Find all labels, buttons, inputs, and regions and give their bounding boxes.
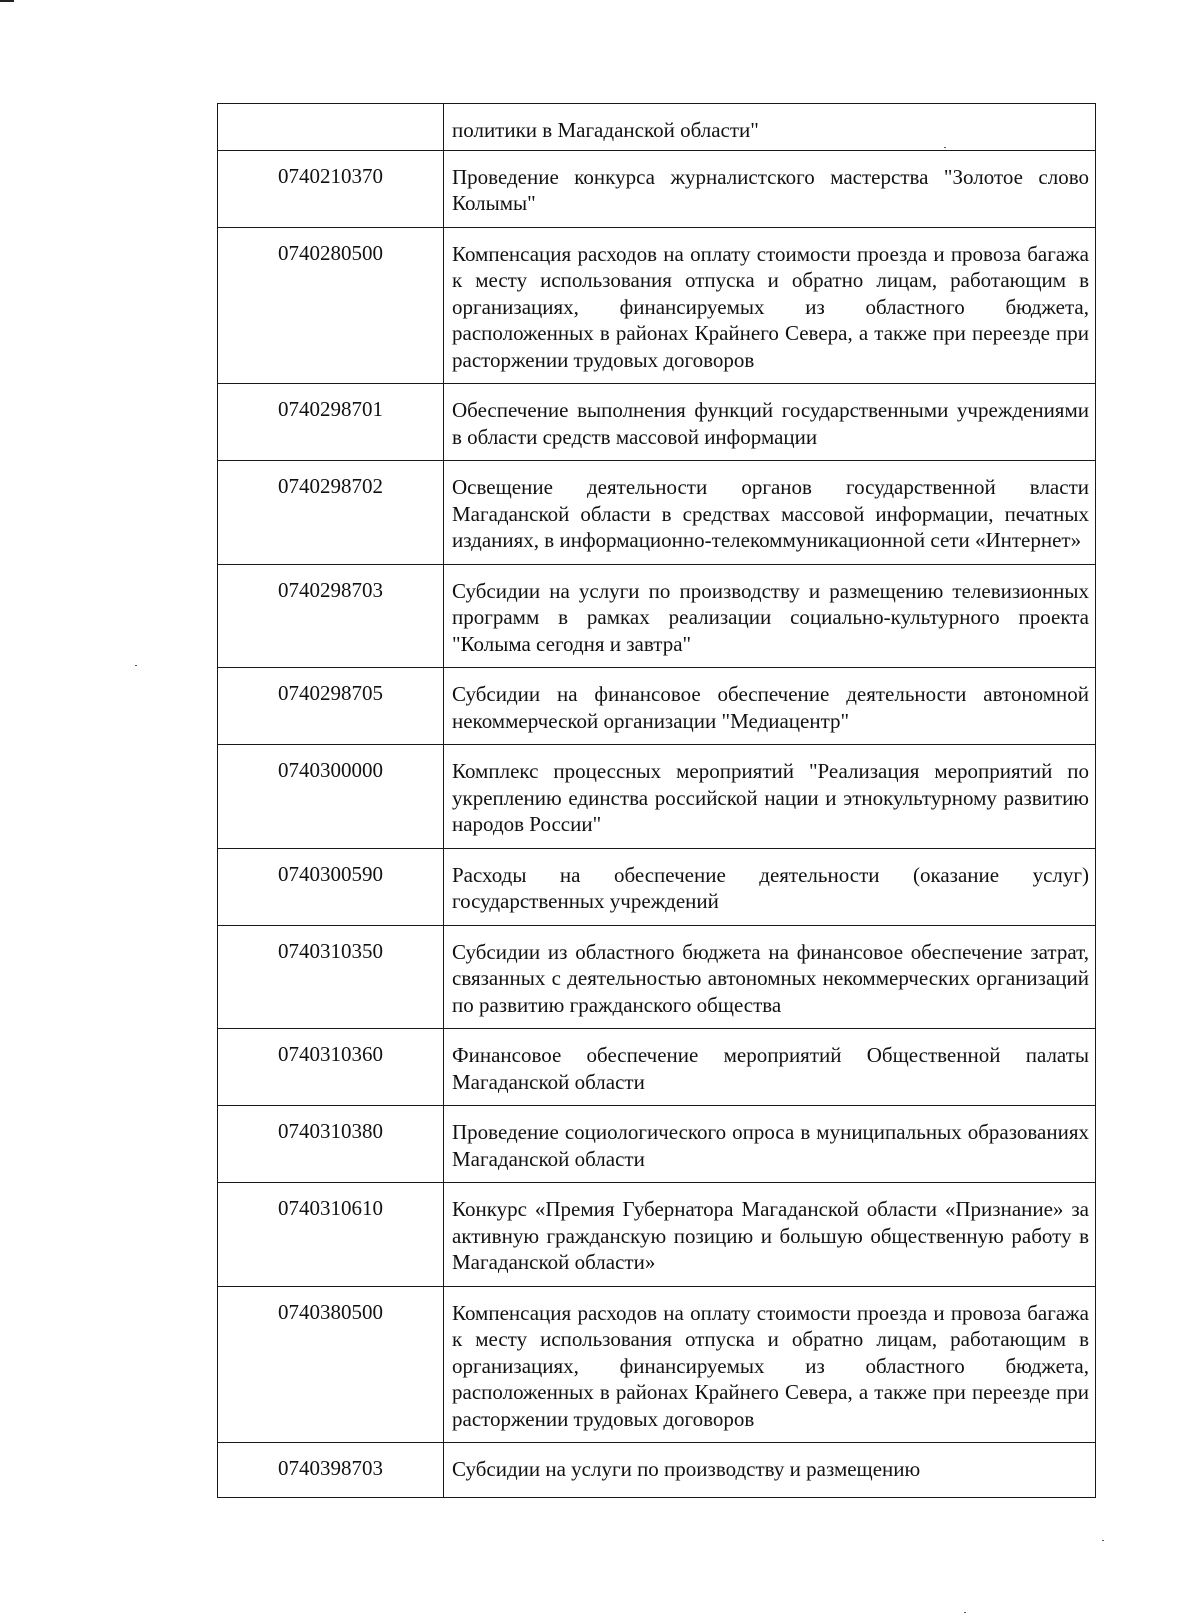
table-row [218,848,1096,925]
table-row [218,461,1096,565]
code-cell: 0740300590 [218,848,444,925]
description-text: Проведение конкурса журналистского мастерства "Золотое слово Колымы" [452,164,1089,215]
description-text: Обеспечение выполнения функций государственными учреждениями в области средств массовой информации [452,398,1089,449]
description-text: Компенсация расходов на оплату стоимости проезда и провоза багажа к месту использования отпуска и обратно лицам, работающим в организациях, финансируемых из областного бюджета, расположенных в районах Крайнего Севера, а также при переезде при расторжении трудовых договоров [452,1300,1089,1431]
description-text: Расходы на обеспечение деятельности (оказание услуг) государственных учреждений [452,862,1089,913]
code-cell: 0740210370 [218,150,444,227]
description-text: Комплекс процессных мероприятий "Реализация мероприятий по укреплению единства российской нации и этнокультурному развитию народов России" [452,759,1089,836]
table-row [218,384,1096,461]
scan-speck [1102,1540,1104,1541]
description-text: Компенсация расходов на оплату стоимости проезда и провоза багажа к месту использования отпуска и обратно лицам, работающим в организациях, финансируемых из областного бюджета, расположенных в районах Крайнего Севера, а также при переезде при расторжении трудовых договоров [452,241,1089,372]
description-text: Освещение деятельности органов государственной власти Магаданской области в средствах массовой информации, печатных изданиях, в информационно-телекоммуникационной сети «Интернет» [452,475,1089,552]
description-cell [444,1183,1096,1287]
code-cell: 0740298703 [218,564,444,668]
code-cell: 0740310360 [218,1029,444,1106]
table-row [218,150,1096,227]
description-text: Субсидии на финансовое обеспечение деятельности автономной некоммерческой организации "Медиацентр" [452,682,1089,733]
table-row [218,925,1096,1029]
description-cell [444,150,1096,227]
code-cell: 0740298705 [218,668,444,745]
scan-speck [964,1612,966,1613]
table-row [218,745,1096,849]
description-cell [444,668,1096,745]
table-row [218,1443,1096,1498]
code-cell: 0740298701 [218,384,444,461]
description-text: Конкурс «Премия Губернатора Магаданской области «Признание» за активную гражданскую позицию и большую общественную работу в Магаданской области» [452,1197,1089,1274]
budget-code-table [217,103,1096,1498]
scan-speck [135,665,137,666]
description-cell [444,848,1096,925]
code-cell: 0740398703 [218,1443,444,1498]
code-cell: 0740310350 [218,925,444,1029]
description-text: Финансовое обеспечение мероприятий Общественной палаты Магаданской области [452,1043,1089,1094]
description-cell [444,227,1096,384]
description-text: Проведение социологического опроса в муниципальных образованиях Магаданской области [452,1120,1089,1171]
description-cell [444,1029,1096,1106]
code-cell: 0740310610 [218,1183,444,1287]
code-cell: 0740298702 [218,461,444,565]
description-cell [444,1106,1096,1183]
description-cell [444,384,1096,461]
description-cell [444,564,1096,668]
table-row [218,104,1096,151]
code-cell: 0740300000 [218,745,444,849]
description-cell [444,925,1096,1029]
description-text: Субсидии на услуги по производству и размещению [452,1457,921,1481]
description-cell [444,461,1096,565]
table-row [218,668,1096,745]
table-row [218,1106,1096,1183]
table-row [218,1029,1096,1106]
code-cell: 0740380500 [218,1286,444,1443]
code-cell: 0740280500 [218,227,444,384]
description-cell [444,104,1096,151]
description-cell [444,1443,1096,1498]
code-cell [218,104,444,151]
description-text: Субсидии из областного бюджета на финансовое обеспечение затрат, связанных с деятельностью автономных некоммерческих организаций по развитию гражданского общества [452,939,1089,1017]
scan-speck [944,147,946,148]
code-cell: 0740310380 [218,1106,444,1183]
description-cell [444,745,1096,849]
table-row [218,1183,1096,1287]
table-row [218,227,1096,384]
description-cell [444,1286,1096,1443]
scan-mark [0,0,14,2]
table-row [218,564,1096,668]
description-text: политики в Магаданской области" [452,118,759,142]
description-text: Субсидии на услуги по производству и размещению телевизионных программ в рамках реализации социально-культурного проекта "Колыма сегодня и завтра" [452,578,1089,656]
table-row [218,1286,1096,1443]
